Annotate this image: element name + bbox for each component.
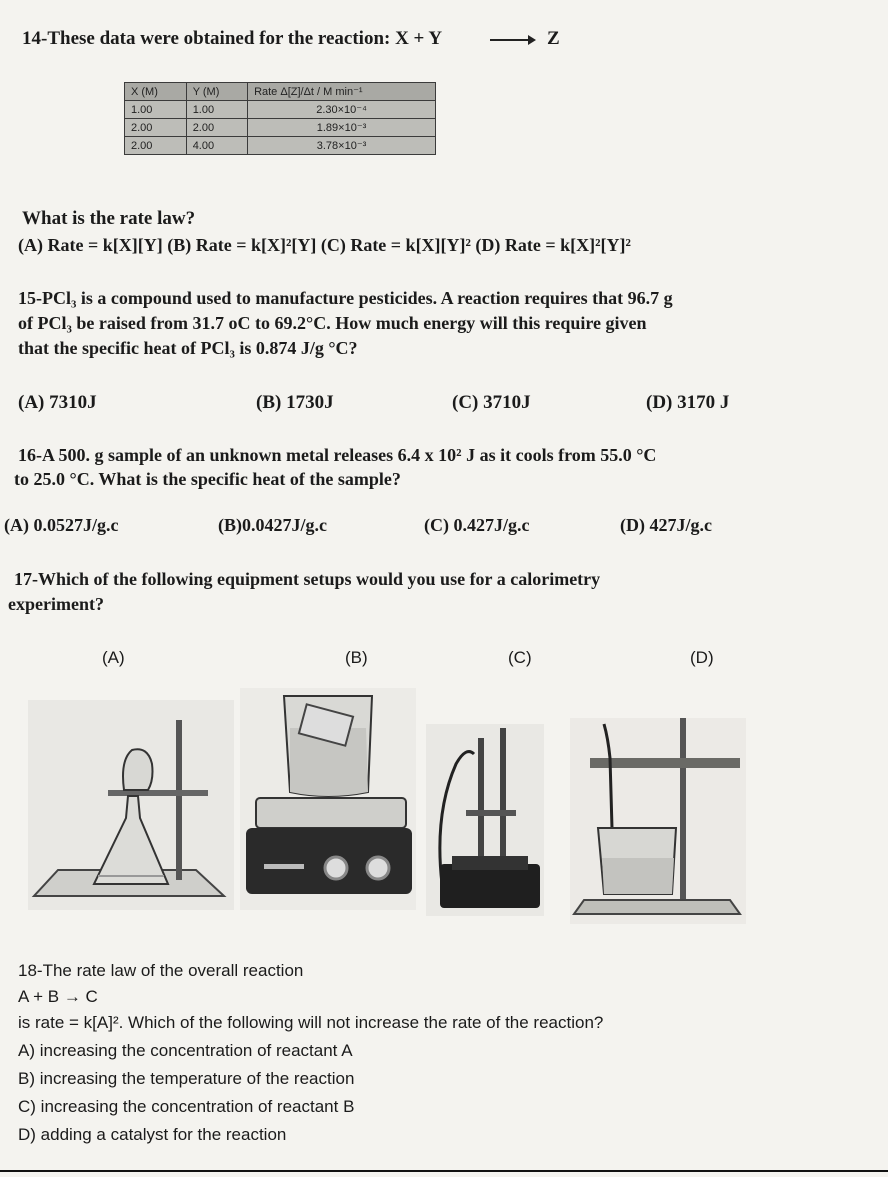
setup-c-stirplate-rods[interactable] xyxy=(426,724,544,916)
q18-line2: A + B → C xyxy=(18,987,98,1006)
q16-line1: 16-A 500. g sample of an unknown metal releases 6.4 x 10² J as it cools from 55.0 °C xyxy=(18,445,657,465)
q17-line2: experiment? xyxy=(8,594,104,614)
setup-b-hotplate-beaker[interactable] xyxy=(240,688,416,910)
q15-option-b[interactable]: (B) 1730J xyxy=(256,392,334,413)
q14-question: What is the rate law? xyxy=(22,208,196,229)
cell-y: 4.00 xyxy=(186,137,247,155)
cell-rate: 2.30×10⁻⁴ xyxy=(248,101,436,119)
q15-line2: of PCl₃ be raised from 31.7 oC to 69.2°C. How much energy will this require given xyxy=(18,313,647,333)
header-y: Y (M) xyxy=(186,83,247,101)
q18-option-a[interactable]: A) increasing the concentration of reactant A xyxy=(18,1041,353,1060)
q17-label-a: (A) xyxy=(102,648,125,667)
header-x: X (M) xyxy=(125,83,187,101)
q16-option-d[interactable]: (D) 427J/g.c xyxy=(620,515,712,535)
table-row xyxy=(125,137,436,155)
cell-y: 2.00 xyxy=(186,119,247,137)
cell-x: 2.00 xyxy=(125,119,187,137)
q14-title-text: 14-These data were obtained for the reaction: X + Y xyxy=(22,28,442,49)
table-row xyxy=(125,101,436,119)
cell-y: 1.00 xyxy=(186,101,247,119)
bottom-divider xyxy=(0,1170,888,1172)
setup-d-ring-stand-beaker[interactable] xyxy=(570,718,746,924)
q18-option-c[interactable]: C) increasing the concentration of reactant B xyxy=(18,1097,355,1116)
table-header-row xyxy=(125,83,436,101)
q17-line1: 17-Which of the following equipment setups would you use for a calorimetry xyxy=(14,569,601,589)
q14-title xyxy=(22,28,560,50)
q17-label-d: (D) xyxy=(690,648,714,667)
q16-option-b[interactable]: (B)0.0427J/g.c xyxy=(218,515,327,535)
setup-a-ring-stand-flask[interactable] xyxy=(28,700,234,910)
cell-rate: 1.89×10⁻³ xyxy=(248,119,436,137)
q15-line1: 15-PCl₃ is a compound used to manufacture pesticides. A reaction requires that 96.7 g xyxy=(18,288,673,308)
q15-line3: that the specific heat of PCl₃ is 0.874 J/g °C? xyxy=(18,338,358,358)
reaction-arrow-icon xyxy=(490,28,536,50)
q17-label-b: (B) xyxy=(345,648,368,667)
q17-label-c: (C) xyxy=(508,648,532,667)
q14-product: Z xyxy=(546,28,560,49)
table-row xyxy=(125,119,436,137)
q18-option-d[interactable]: D) adding a catalyst for the reaction xyxy=(18,1125,287,1144)
q18-line1: 18-The rate law of the overall reaction xyxy=(18,961,304,980)
cell-rate: 3.78×10⁻³ xyxy=(248,137,436,155)
q15-option-a[interactable]: (A) 7310J xyxy=(18,392,97,413)
q15-option-c[interactable]: (C) 3710J xyxy=(452,392,531,413)
q16-line2: to 25.0 °C. What is the specific heat of the sample? xyxy=(14,469,401,489)
header-rate: Rate Δ[Z]/Δt / M min⁻¹ xyxy=(248,83,436,101)
cell-x: 2.00 xyxy=(125,137,187,155)
q18-line3: is rate = k[A]². Which of the following will not increase the rate of the reaction? xyxy=(18,1013,604,1032)
q15-option-d[interactable]: (D) 3170 J xyxy=(646,392,730,413)
cell-x: 1.00 xyxy=(125,101,187,119)
q16-option-a[interactable]: (A) 0.0527J/g.c xyxy=(4,515,119,535)
q18-option-b[interactable]: B) increasing the temperature of the reaction xyxy=(18,1069,355,1088)
q14-options: (A) Rate = k[X][Y] (B) Rate = k[X]²[Y] (C) Rate = k[X][Y]² (D) Rate = k[X]²[Y]² xyxy=(18,235,631,255)
q16-option-c[interactable]: (C) 0.427J/g.c xyxy=(424,515,530,535)
q14-data-table xyxy=(124,82,436,155)
